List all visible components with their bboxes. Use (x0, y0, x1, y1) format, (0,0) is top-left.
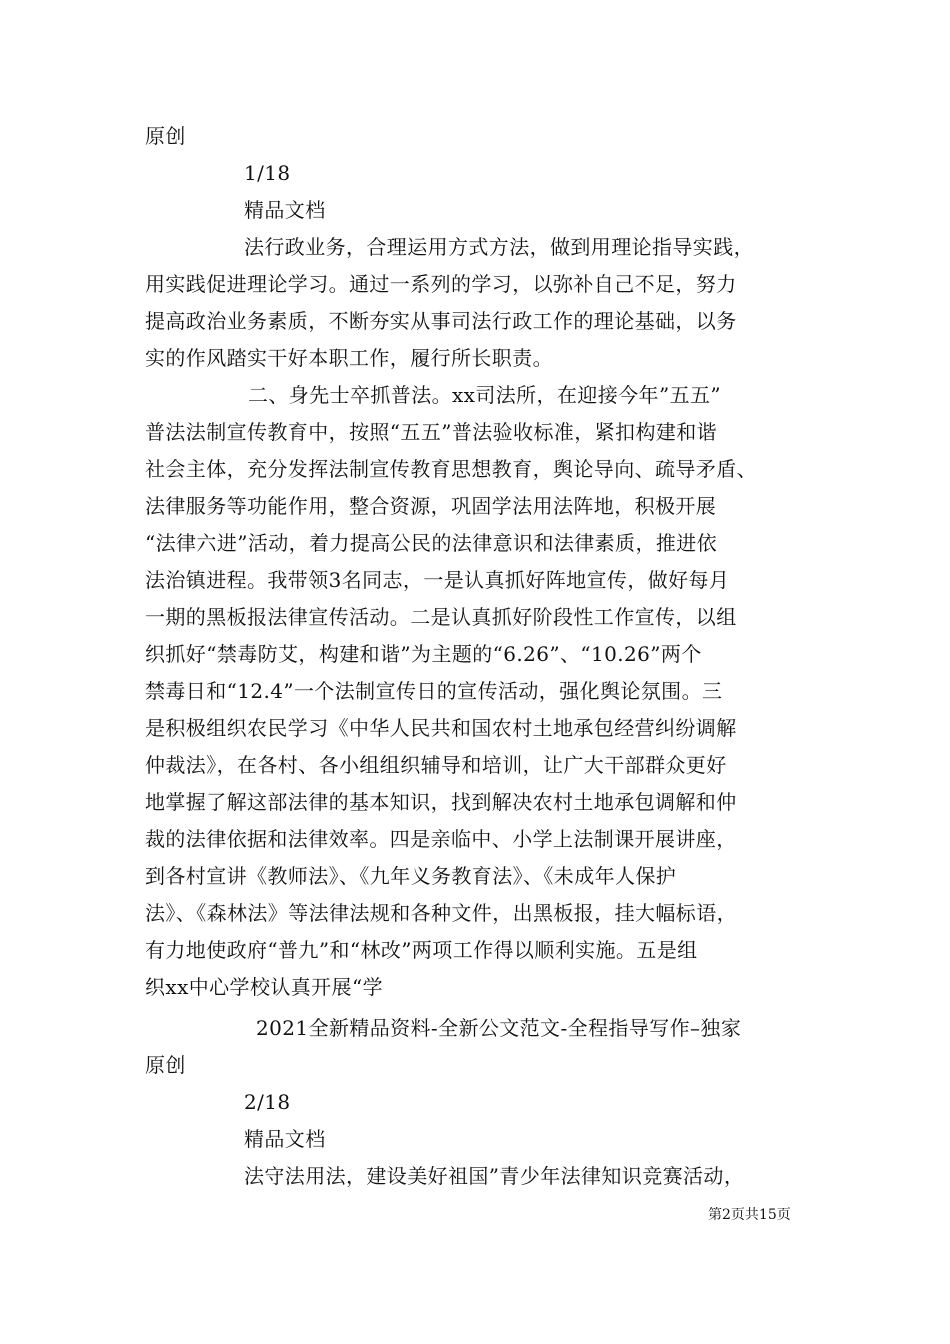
text-line: “法律六进”活动，着力提高公民的法律意识和法律素质，推进依 (145, 531, 718, 555)
section-heading-line: 二、身先士卒抓普法。xx司法所，在迎接今年”五五” (248, 383, 722, 407)
text-line: 法行政业务，合理运用方式方法，做到用理论指导实践， (244, 235, 754, 259)
text-line: 裁的法律依据和法律效率。四是亲临中、小学上法制课开展讲座， (145, 827, 737, 851)
page-marker: 2/18 (244, 1090, 291, 1114)
text-line: 社会主体，充分发挥法制宣传教育思想教育，舆论导向、疏导矛盾、 (145, 457, 757, 481)
text-line: 提高政治业务素质，不断夯实从事司法行政工作的理论基础，以务 (145, 309, 737, 333)
text-line: 实的作风踏实干好本职工作，履行所长职责。 (145, 346, 553, 370)
text-line: 用实践促进理论学习。通过一系列的学习，以弥补自己不足，努力 (145, 272, 737, 296)
text-line: 到各村宣讲《教师法》、《九年义务教育法》、《未成年人保护 (145, 864, 677, 888)
doc-label: 精品文档 (244, 1127, 326, 1151)
text-line: 原创 (145, 124, 186, 148)
text-line: 仲裁法》，在各村、各小组组织辅导和培训，让广大干部群众更好 (145, 753, 727, 777)
text-line: 法律服务等功能作用，整合资源，巩固学法用法阵地，积极开展 (145, 494, 717, 518)
text-line: 是积极组织农民学习《中华人民共和国农村土地承包经营纠纷调解 (145, 716, 737, 740)
doc-label: 精品文档 (244, 198, 326, 222)
text-line: 有力地使政府“普九”和“林改”两项工作得以顺利实施。五是组 (145, 938, 698, 962)
banner-line: 2021全新精品资料-全新公文范文-全程指导写作–独家 (256, 1016, 742, 1040)
page-marker: 1/18 (244, 161, 291, 185)
text-line: 普法法制宣传教育中，按照“五五”普法验收标准，紧扣构建和谐 (145, 420, 718, 444)
text-line: 法》、《森林法》等法律法规和各种文件，出黑板报，挂大幅标语， (145, 901, 737, 925)
text-line: 地掌握了解这部法律的基本知识，找到解决农村土地承包调解和仲 (145, 790, 737, 814)
text-line: 法守法用法，建设美好祖国”青少年法律知识竞赛活动， (244, 1164, 745, 1188)
text-line: 织抓好“禁毒防艾，构建和谐”为主题的“6.26”、“10.26”两个 (145, 642, 702, 666)
text-line: 一期的黑板报法律宣传活动。二是认真抓好阶段性工作宣传，以组 (145, 605, 737, 629)
text-line: 法治镇进程。我带领3名同志，一是认真抓好阵地宣传，做好每月 (145, 568, 730, 592)
text-line: 禁毒日和“12.4”一个法制宣传日的宣传活动，强化舆论氛围。三 (145, 679, 723, 703)
text-line: 原创 (145, 1053, 186, 1077)
text-line: 织xx中心学校认真开展“学 (145, 975, 383, 999)
page-footer: 第2页共15页 (708, 1207, 791, 1223)
